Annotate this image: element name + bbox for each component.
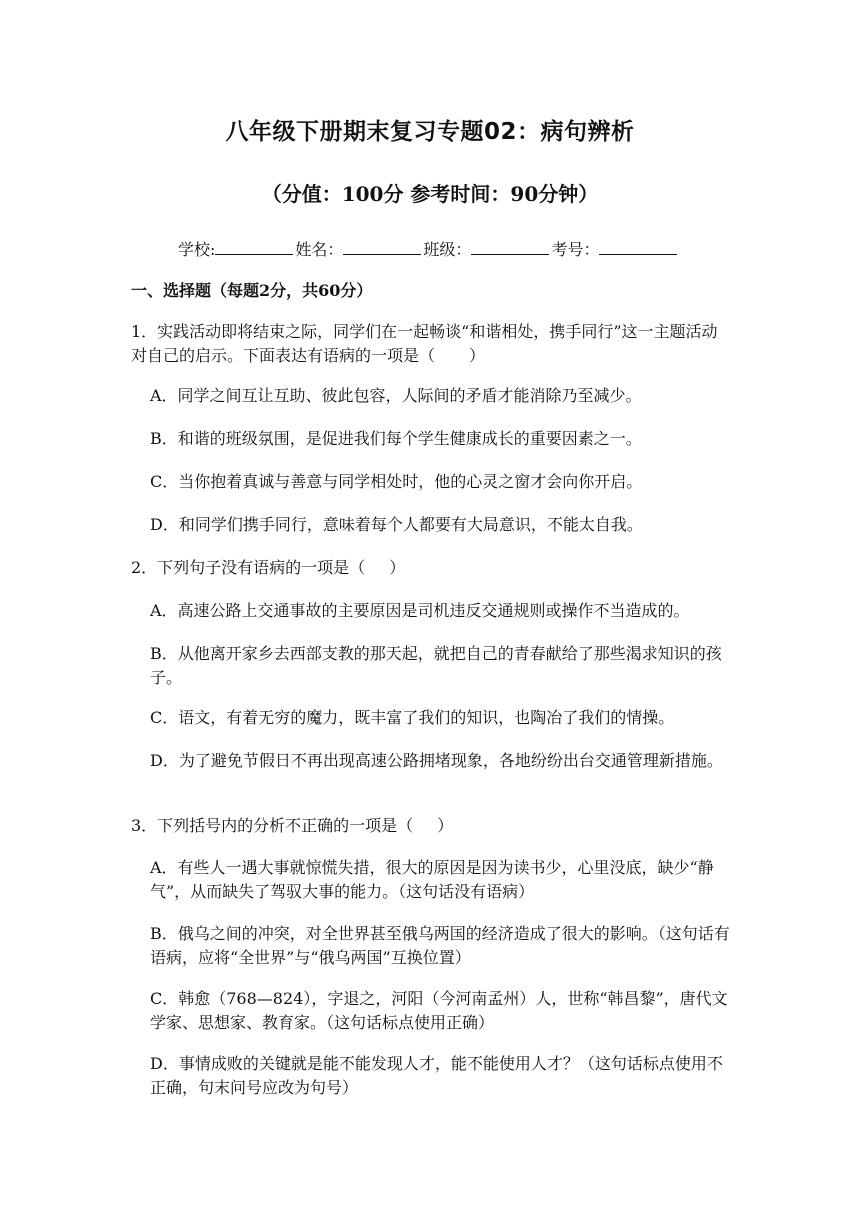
option-d: D．为了避免节假日不再出现高速公路拥堵现象，各地纷纷出台交通管理新措施。 <box>150 751 723 770</box>
option-a: A．高速公路上交通事故的主要原因是司机违反交通规则或操作不当造成的。 <box>150 601 690 620</box>
question-stem <box>131 556 731 580</box>
option-d: D．事情成败的关键就是能不能发现人才，能不能使用人才？（这句话标点使用不正确，句末问号应改为句号） <box>150 1054 723 1097</box>
option-a: A．同学之间互让互助、彼此包容，人际间的矛盾才能消除乃至减少。 <box>150 386 642 405</box>
option-d: D．和同学们携手同行，意味着每个人都要有大局意识，不能太自我。 <box>150 515 643 534</box>
option-c: C．当你抱着真诚与善意与同学相处时，他的心灵之窗才会向你开启。 <box>150 472 643 491</box>
page-subtitle: （分值：100分 参考时间：90分钟） <box>261 182 599 206</box>
option-b: B．从他离开家乡去西部支教的那天起，就把自己的青春献给了那些渴求知识的孩子。 <box>150 644 722 687</box>
option-c: C．语文，有着无穷的魔力，既丰富了我们的知识，也陶冶了我们的情操。 <box>150 708 675 727</box>
question-text: 1．实践活动即将结束之际，同学们在一起畅谈“和谐相处，携手同行”这一主题活动对自己的启示。下面表达有语病的一项是（ <box>131 322 718 365</box>
student-info-line <box>178 237 679 260</box>
question-paren: ） <box>469 346 486 365</box>
class-label: 班级： <box>423 240 472 259</box>
name-label: 姓名： <box>295 240 344 259</box>
option-b: B．和谐的班级氛围，是促进我们每个学生健康成长的重要因素之一。 <box>150 429 642 448</box>
school-blank[interactable] <box>215 237 293 255</box>
option-a: A．有些人一遇大事就惊慌失措，很大的原因是因为读书少，心里没底，缺少“静气”，从而缺失了驾驭大事的能力。（这句话没有语病） <box>150 858 714 901</box>
option-c: C．韩愈（768—824），字退之，河阳（今河南孟州）人，世称“韩昌黎”，唐代文学家、思想家、教育家。（这句话标点使用正确） <box>150 989 728 1032</box>
school-label: 学校: <box>178 240 216 259</box>
question-stem <box>131 320 731 368</box>
question-stem <box>131 814 731 838</box>
section-heading: 一、选择题（每题2分，共60分） <box>131 281 373 300</box>
option-b: B．俄乌之间的冲突，对全世界甚至俄乌两国的经济造成了很大的影响。（这句话有语病，应将“全世界”与“俄乌两国”互换位置） <box>150 924 730 967</box>
name-blank[interactable] <box>343 237 421 255</box>
question-paren: ） <box>437 816 454 835</box>
question-text: 2．下列句子没有语病的一项是（ <box>131 558 366 577</box>
class-blank[interactable] <box>471 237 549 255</box>
exam-no-blank[interactable] <box>599 237 677 255</box>
question-text: 3．下列括号内的分析不正确的一项是（ <box>131 816 414 835</box>
exam-no-label: 考号： <box>551 240 600 259</box>
page-title: 八年级下册期末复习专题02：病句辨析 <box>225 119 635 145</box>
question-paren: ） <box>389 558 406 577</box>
